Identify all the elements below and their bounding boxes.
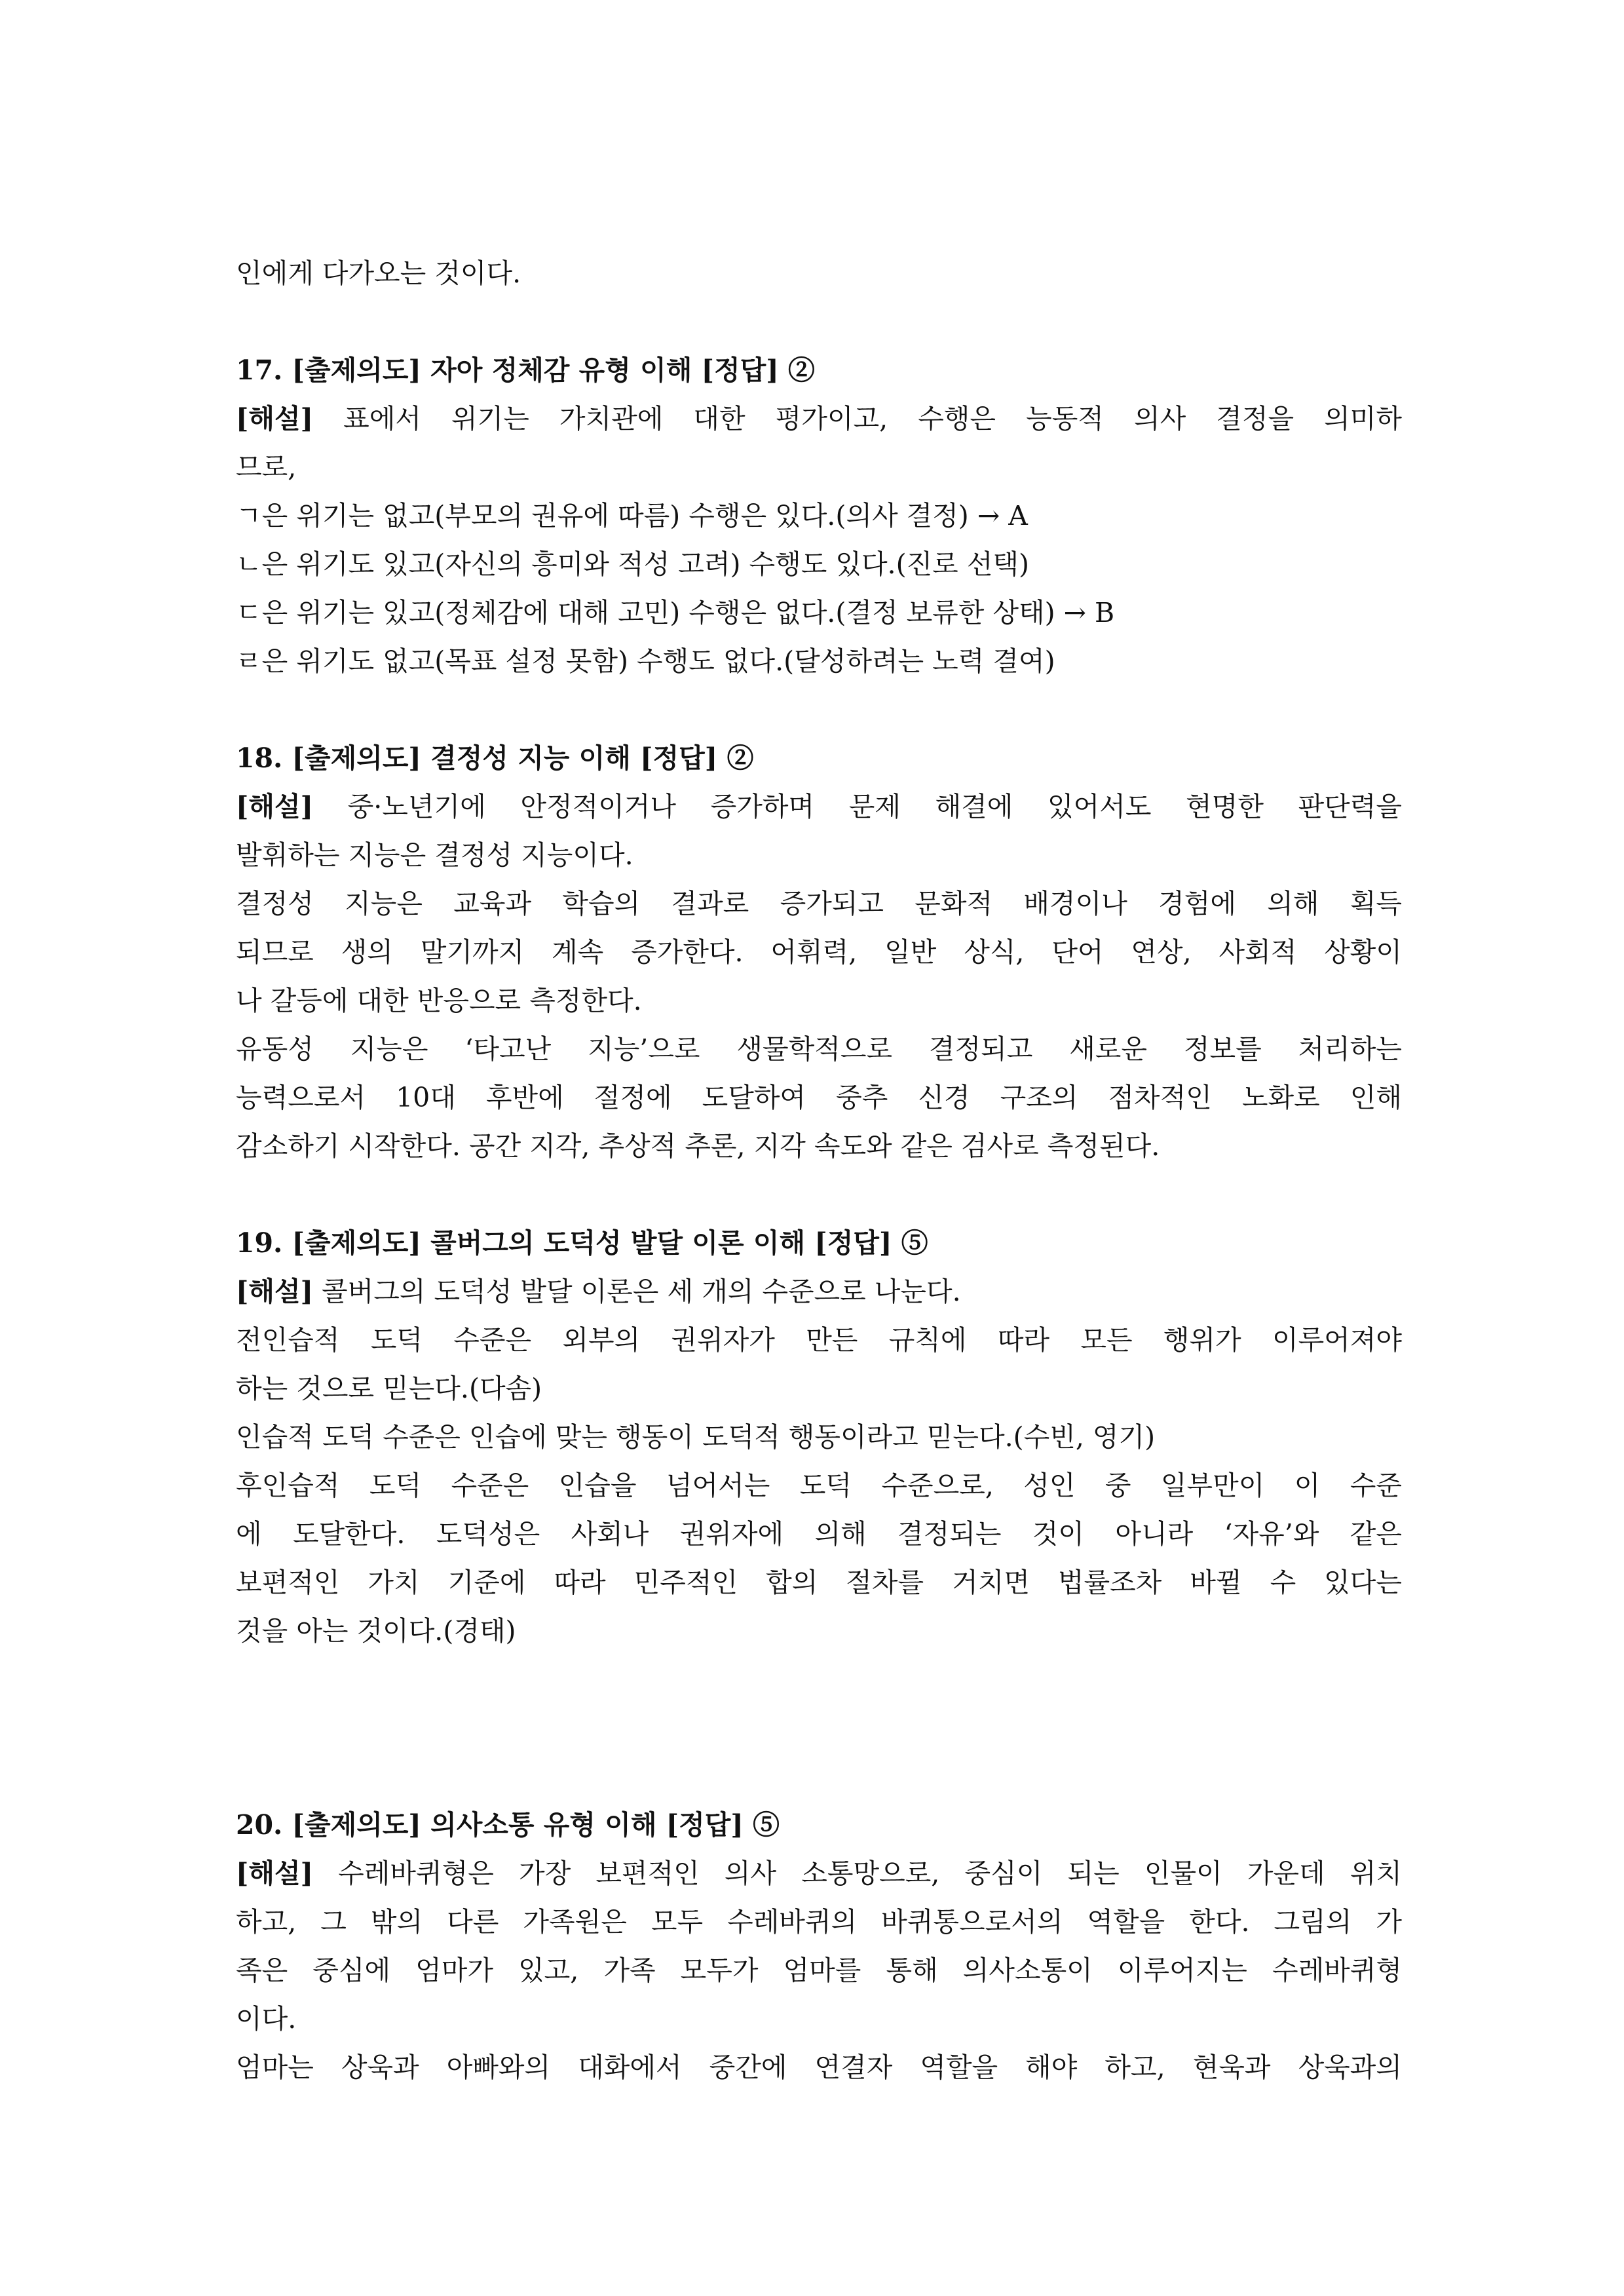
section-18-tag: [해설]	[236, 791, 314, 822]
section-18-line-1	[236, 782, 1402, 831]
section-18-line-1-text: 중·노년기에 안정적이거나 증가하며 문제 해결에 있어서도 현명한 판단력을	[313, 791, 1402, 822]
section-20-line-1-text: 수레바퀴형은 가장 보편적인 의사 소통망으로, 중심이 되는 인물이 가운데 위치	[313, 1858, 1402, 1889]
section-20-line-4: 이다.	[236, 2003, 297, 2035]
section-17-line-4: ㄴ은 위기도 있고(자신의 흥미와 적성 고려) 수행도 있다.(진로 선택)	[236, 548, 1030, 580]
section-17-line-3: ㄱ은 위기는 없고(부모의 권유에 따름) 수행은 있다.(의사 결정) → A	[236, 500, 1028, 531]
section-17-heading: 17. [출제의도] 자아 정체감 유형 이해 [정답] ②	[236, 354, 815, 386]
section-19-heading: 19. [출제의도] 콜버그의 도덕성 발달 이론 이해 [정답] ⑤	[236, 1227, 928, 1259]
section-18-line-6: 유동성 지능은 ‘타고난 지능’으로 생물학적으로 결정되고 새로운 정보를 처리하는	[236, 1033, 1402, 1065]
section-18-line-7: 능력으로서 10대 후반에 절정에 도달하여 중추 신경 구조의 점차적인 노화로 인해	[236, 1082, 1402, 1113]
section-17-line-2: 므로,	[236, 451, 297, 483]
section-17-line-5: ㄷ은 위기는 있고(정체감에 대해 고민) 수행은 없다.(결정 보류한 상태) → B	[236, 597, 1115, 628]
section-18-line-3: 결정성 지능은 교육과 학습의 결과로 증가되고 문화적 배경이나 경험에 의해 획득	[236, 888, 1402, 919]
document-page	[236, 249, 1402, 2092]
section-19-line-7: 보편적인 가치 기준에 따라 민주적인 합의 절차를 거치면 법률조차 바뀔 수 있다는	[236, 1567, 1402, 1598]
section-18-heading: 18. [출제의도] 결정성 지능 이해 [정답] ②	[236, 742, 754, 774]
section-17-line-1	[236, 394, 1402, 443]
intro-tail-text: 인에게 다가오는 것이다.	[236, 258, 521, 289]
section-19-tag: [해설]	[236, 1276, 314, 1307]
section-20-line-5: 엄마는 상욱과 아빠와의 대화에서 중간에 연결자 역할을 해야 하고, 현욱과 상욱과의	[236, 2052, 1402, 2083]
section-17-line-1-text: 표에서 위기는 가치관에 대한 평가이고, 수행은 능동적 의사 결정을 의미하	[313, 403, 1402, 434]
section-18-line-8: 감소하기 시작한다. 공간 지각, 추상적 추론, 지각 속도와 같은 검사로 측정된다.	[236, 1130, 1160, 1162]
section-17-tag: [해설]	[236, 403, 314, 434]
section-20-tag: [해설]	[236, 1858, 314, 1889]
section-20-line-3: 족은 중심에 엄마가 있고, 가족 모두가 엄마를 통해 의사소통이 이루어지는 수레바퀴형	[236, 1955, 1402, 1986]
section-19-line-2: 전인습적 도덕 수준은 외부의 권위자가 만든 규칙에 따라 모든 행위가 이루어져야	[236, 1324, 1402, 1356]
section-19-line-3: 하는 것으로 믿는다.(다솜)	[236, 1373, 542, 1404]
section-19-line-6: 에 도달한다. 도덕성은 사회나 권위자에 의해 결정되는 것이 아니라 ‘자유’와 같은	[236, 1518, 1402, 1550]
section-17-line-6: ㄹ은 위기도 없고(목표 설정 못함) 수행도 없다.(달성하려는 노력 결여)	[236, 645, 1055, 677]
section-19-line-8: 것을 아는 것이다.(경태)	[236, 1615, 516, 1647]
section-20-heading: 20. [출제의도] 의사소통 유형 이해 [정답] ⑤	[236, 1809, 780, 1841]
section-18-line-4: 되므로 생의 말기까지 계속 증가한다. 어휘력, 일반 상식, 단어 연상, 사회적 상황이	[236, 936, 1402, 968]
section-19-line-4: 인습적 도덕 수준은 인습에 맞는 행동이 도덕적 행동이라고 믿는다.(수빈, 영기)	[236, 1421, 1156, 1453]
section-18-line-2: 발휘하는 지능은 결정성 지능이다.	[236, 839, 633, 871]
section-19-line-1	[236, 1267, 1402, 1316]
section-20-line-1	[236, 1849, 1402, 1898]
section-19-line-5: 후인습적 도덕 수준은 인습을 넘어서는 도덕 수준으로, 성인 중 일부만이 이 수준	[236, 1470, 1402, 1501]
section-20-line-2: 하고, 그 밖의 다른 가족원은 모두 수레바퀴의 바퀴통으로서의 역할을 한다. 그림의 가	[236, 1906, 1402, 1938]
section-19-line-1-text: 콜버그의 도덕성 발달 이론은 세 개의 수준으로 나눈다.	[313, 1276, 961, 1307]
section-18-line-5: 나 갈등에 대한 반응으로 측정한다.	[236, 985, 642, 1016]
